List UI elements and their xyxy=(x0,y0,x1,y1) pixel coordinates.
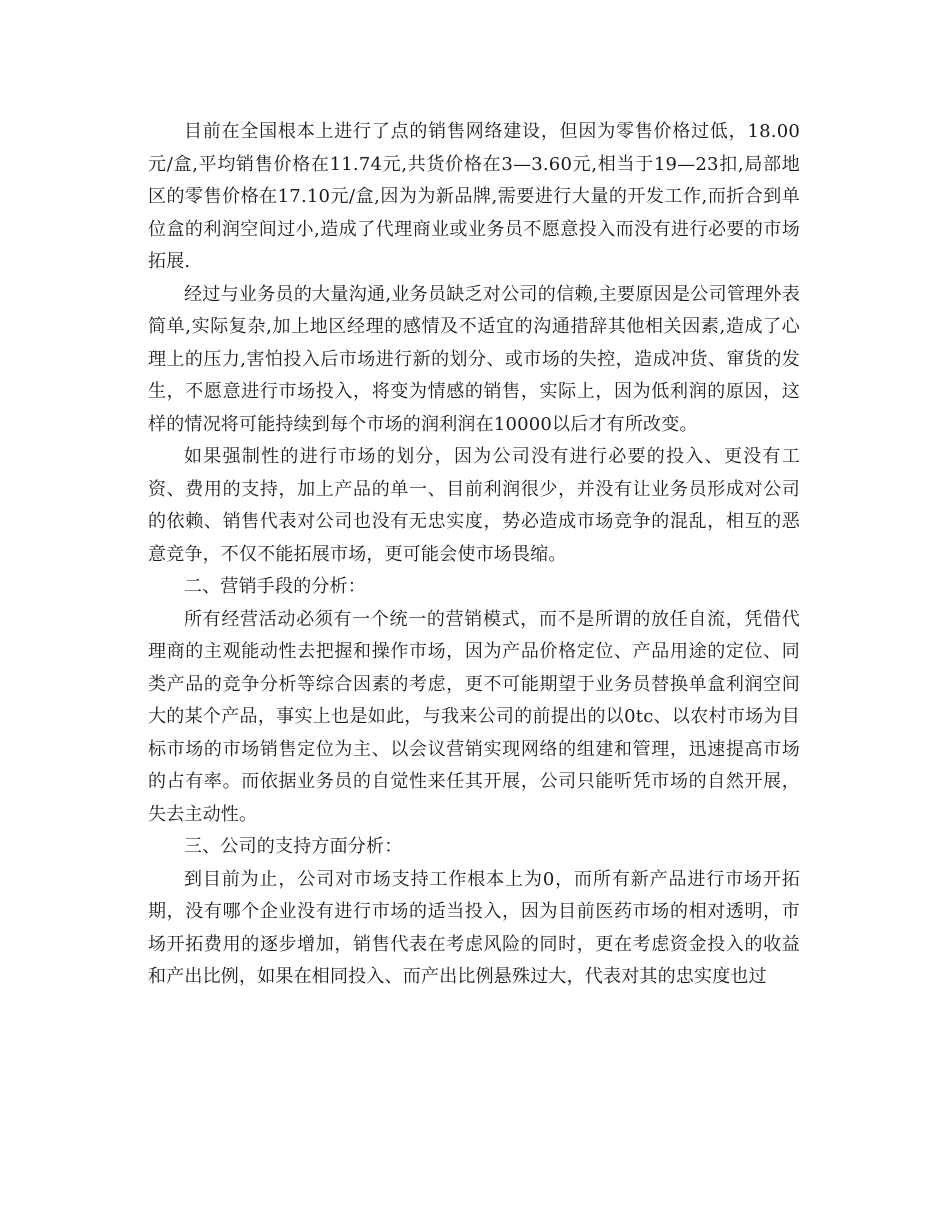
section-heading-support: 三、公司的支持方面分析： xyxy=(184,836,403,857)
paragraph-company-support: 到目前为止，公司对市场支持工作根本上为0，而所有新产品进行市场开拓期，没有哪个企业没有进行市场的适当投入，因为目前医药市场的相对透明，市场开拓费用的逐步增加，销售代表在考虑风险的同时，更在考虑资金投入的收益和产出比例，如果在相同投入、而产出比例悬殊过大，代表对其的忠实度也过 xyxy=(148,868,800,987)
paragraph-trust: 经过与业务员的大量沟通,业务员缺乏对公司的信赖,主要原因是公司管理外表简单,实际复杂,加上地区经理的感情及不适宜的沟通措辞其他相关因素,造成了心理上的压力,害怕投入后市场进行新的划分、或市场的失控，造成冲货、窜货的发生，不愿意进行市场投入，将变为情感的销售，实际上，因为低利润的原因，这样的情况将可能持续到每个市场的润利润在10000以后才有所改变。 xyxy=(148,283,800,435)
section-heading-marketing: 二、营销手段的分析： xyxy=(184,576,366,597)
paragraph-pricing: 目前在全国根本上进行了点的销售网络建设，但因为零售价格过低，18.00元/盒,平均销售价格在11.74元,共货价格在3—3.60元,相当于19—23扣,局部地区的零售价格在17.10元/盒,因为为新品牌,需要进行大量的开发工作,而折合到单位盒的利润空间过小,造成了代理商业或业务员不愿意投入而没有进行必要的市场拓展. xyxy=(148,121,800,272)
document-body xyxy=(148,116,800,994)
paragraph-market-division: 如果强制性的进行市场的划分，因为公司没有进行必要的投入、更没有工资、费用的支持，加上产品的单一、目前利润很少，并没有让业务员形成对公司的依赖、销售代表对公司也没有无忠实度，势必造成市场竞争的混乱，相互的恶意竞争，不仅不能拓展市场，更可能会使市场畏缩。 xyxy=(148,446,800,565)
paragraph-marketing-model: 所有经营活动必须有一个统一的营销模式，而不是所谓的放任自流，凭借代理商的主观能动性去把握和操作市场，因为产品价格定位、产品用途的定位、同类产品的竞争分析等综合因素的考虑，更不可能期望于业务员替换单盒利润空间大的某个产品，事实上也是如此，与我来公司的前提出的以0tc、以农村市场为目标市场的市场销售定位为主、以会议营销实现网络的组建和管理，迅速提高市场的占有率。而依据业务员的自觉性来任其开展，公司只能听凭市场的自然开展，失去主动性。 xyxy=(148,608,800,825)
